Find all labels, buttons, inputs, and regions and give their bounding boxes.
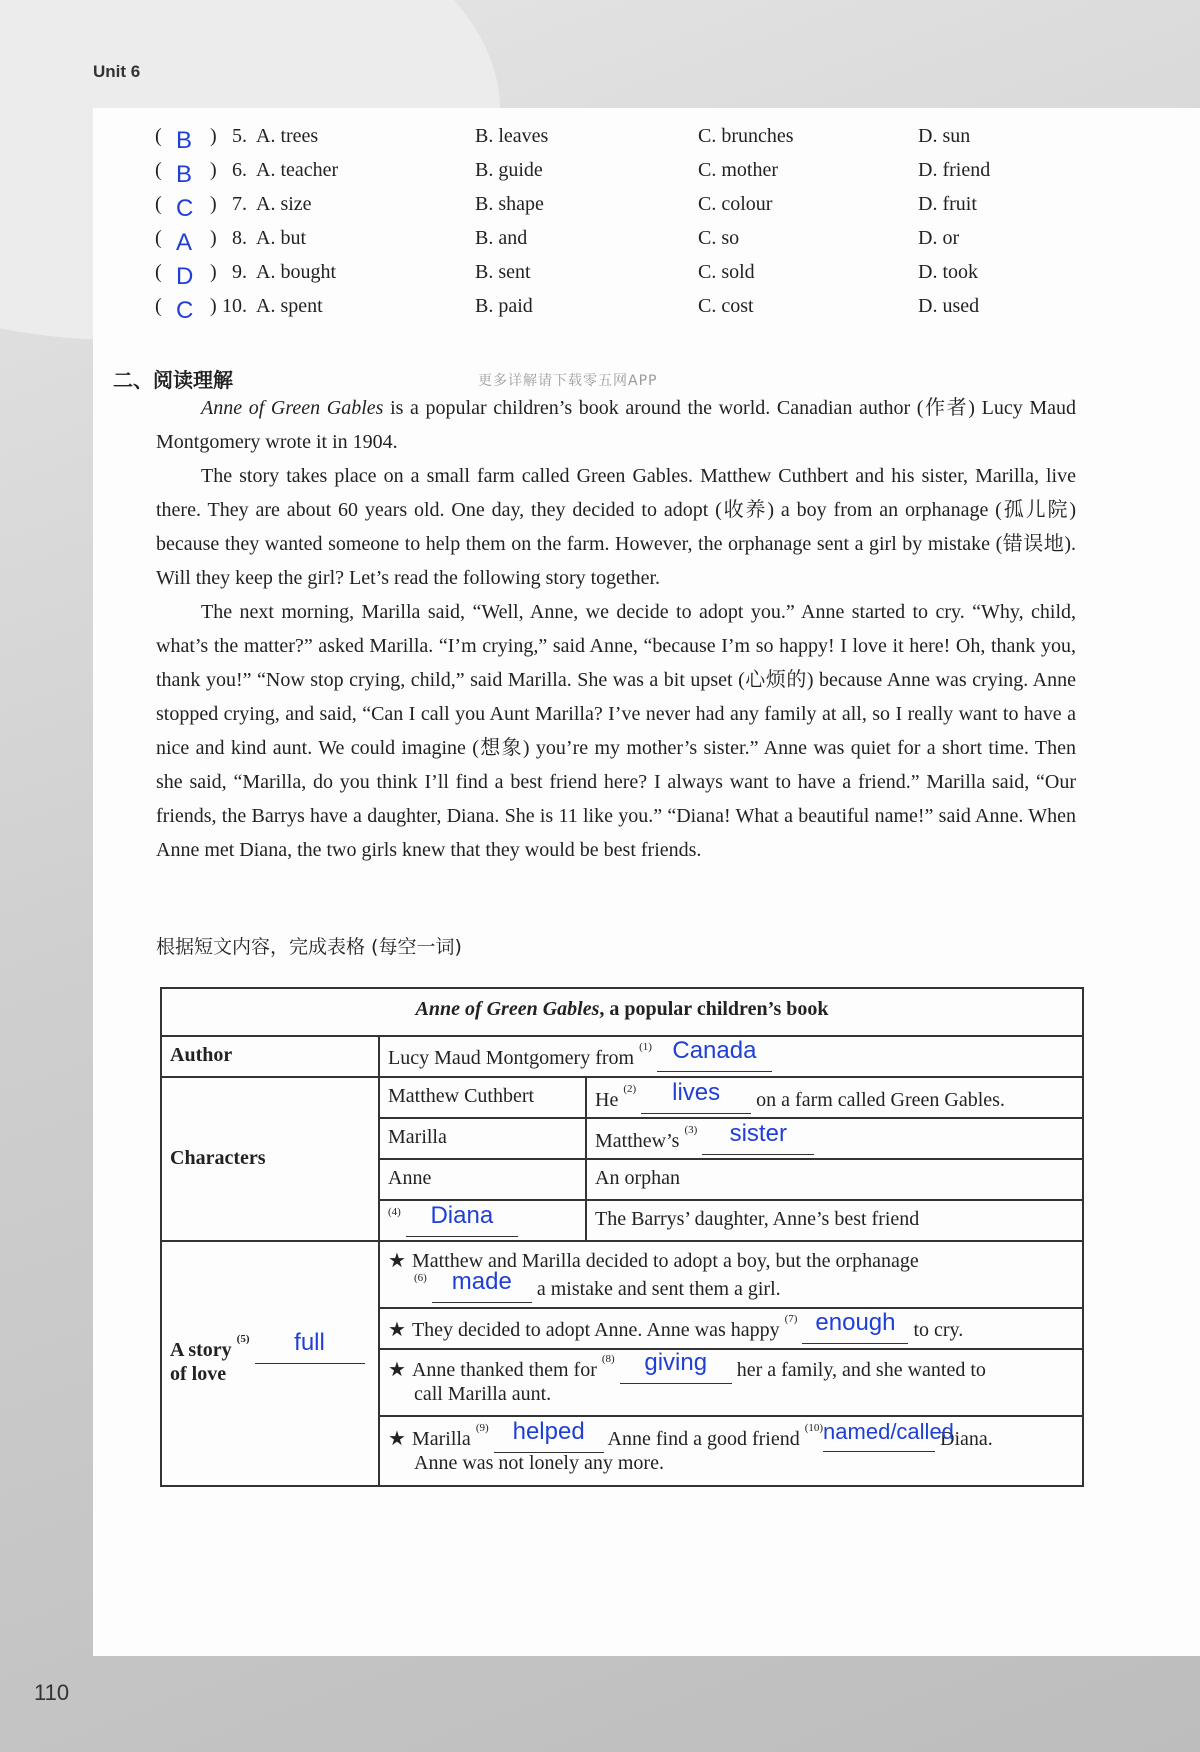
characters-label: Characters [170,1147,266,1169]
choice-row: ( C ) 10. A. spent B. paid C. cost D. used [155,295,980,324]
character-desc [595,1079,1005,1114]
answer-letter: D [176,263,194,290]
story-text: Matthew and Marilla decided to adopt a boy, but the orphanage [411,1250,919,1272]
option-b: B. shape [475,193,544,215]
answer-blank-7[interactable] [802,1309,908,1344]
author-cell [388,1037,772,1072]
story-label-text: A story [170,1339,232,1361]
question-number: 6. [232,159,247,181]
table-title-italic: Anne of Green Gables [415,998,600,1020]
star-icon: ★ [388,1428,406,1450]
character-name: Matthew Cuthbert [388,1085,535,1107]
blank-number: (9) [475,1422,489,1434]
answer-letter: C [176,195,194,222]
story-item-4 [388,1418,993,1453]
story-text: her a family, and she wanted to [736,1359,986,1381]
character-desc: An orphan [595,1167,680,1189]
option-a: A. teacher [256,159,339,181]
choice-row: ( B ) 5. A. trees B. leaves C. brunches D. sun [155,125,971,154]
story-item-1b [414,1268,781,1303]
option-c: C. sold [698,261,755,283]
option-d: D. friend [918,159,991,181]
answer-letter: A [176,229,193,256]
blank-number: (3) [684,1124,698,1136]
blank-number: (8) [601,1353,615,1365]
option-b: B. paid [475,295,533,317]
answer-9: helped [512,1418,585,1445]
story-item-2 [388,1309,964,1344]
blank-number: (7) [784,1313,798,1325]
story-text: Diana. [940,1428,993,1450]
option-b: B. guide [475,159,543,181]
instruction: 根据短文内容，完成表格 (每空一词) [156,936,462,958]
story-label-2: of love [170,1363,227,1385]
desc-text: He [595,1089,619,1111]
option-b: B. sent [475,261,531,283]
option-a: A. bought [256,261,336,283]
answer-5: full [294,1329,325,1356]
character-desc [595,1120,814,1155]
answer-3: sister [729,1120,787,1147]
blank-number: (10) [804,1422,824,1434]
paragraph-2: The story takes place on a small farm called Green Gables. Matthew Cuthbert and his sister, Marilla, live there. They are about 60 years old. One day, they decided to adopt (收养) a boy from an orphanage (孤儿院) because they wanted someone to help them on the farm. However, the orphanage sent a girl by mistake (错误地). Will they keep the girl? Let’s read the following story together. [156,465,1076,589]
author-label: Author [170,1044,233,1066]
character-name: Anne [388,1167,432,1189]
answer-blank-1[interactable] [657,1037,772,1072]
story-text: to cry. [913,1319,964,1341]
paragraph-text: is a popular children’s book around the world. Canadian author (作者) Lucy Maud Montgomery wrote it in 1904. [156,397,1076,453]
answer-1: Canada [672,1037,757,1064]
story-item-3 [388,1349,986,1384]
watermark: 更多详解请下载零五网APP [478,373,658,389]
character-name: Marilla [388,1126,447,1148]
option-b: B. leaves [475,125,549,147]
option-c: C. so [698,227,740,249]
question-number: 5. [232,125,247,147]
answer-blank-3[interactable] [702,1120,814,1155]
desc-text: on a farm called Green Gables. [756,1089,1005,1111]
blank-number: (1) [639,1041,652,1053]
answer-2: lives [672,1079,721,1106]
unit-label: Unit 6 [93,62,141,81]
answer-blank-5[interactable] [255,1329,365,1364]
answer-table [160,987,1084,1487]
character-desc: The Barrys’ daughter, Anne’s best friend [595,1208,920,1230]
star-icon: ★ [388,1319,406,1341]
answer-letter: B [176,127,193,154]
section-title: 二、阅读理解 [113,368,233,392]
answer-blank-9[interactable] [494,1418,604,1453]
author-text: Lucy Maud Montgomery from [388,1047,635,1069]
blank-number: (6) [414,1272,427,1284]
character-name-blank [388,1202,518,1237]
blank-number: (4) [388,1206,401,1218]
answer-6: made [451,1268,512,1295]
option-c: C. colour [698,193,773,215]
option-a: A. spent [256,295,323,317]
option-b: B. and [475,227,528,249]
answer-blank-8[interactable] [620,1349,732,1384]
story-label [170,1329,365,1364]
option-d: D. used [918,295,980,317]
answer-4: Diana [430,1202,494,1229]
option-d: D. took [918,261,978,283]
book-title: Anne of Green Gables [201,397,384,419]
blank-number: (2) [623,1083,637,1095]
answer-letter: C [176,297,194,324]
choice-row: ( A ) 8. A. but B. and C. so D. or [155,227,960,256]
question-number: 8. [232,227,247,249]
answer-10: named/called [823,1419,954,1444]
choice-row: ( D ) 9. A. bought B. sent C. sold D. took [155,261,978,290]
table-title [160,998,1084,1021]
story-text: They decided to adopt Anne. Anne was happy [411,1319,780,1341]
question-number: 9. [232,261,247,283]
story-item-4b: Anne was not lonely any more. [414,1452,664,1474]
star-icon: ★ [388,1250,406,1272]
option-a: A. size [256,193,312,215]
story-text: a mistake and sent them a girl. [536,1278,781,1300]
answer-letter: B [176,161,193,188]
star-icon: ★ [388,1359,406,1381]
answer-blank-4[interactable] [406,1202,518,1237]
story-text: Anne thanked them for [411,1359,597,1381]
answer-7: enough [815,1309,896,1336]
option-c: C. mother [698,159,778,181]
question-number: 7. [232,193,247,215]
option-c: C. cost [698,295,754,317]
answer-blank-2[interactable] [641,1079,751,1114]
page-number: 110 [34,1680,70,1705]
blank-number: (5) [236,1333,250,1345]
reading-passage [156,391,1076,867]
question-number: 10. [222,295,247,317]
option-c: C. brunches [698,125,794,147]
desc-text: Matthew’s [595,1130,680,1152]
story-item-3b: call Marilla aunt. [414,1383,552,1405]
answer-8: giving [644,1349,708,1376]
table-title-rest: , a popular children’s book [599,998,829,1020]
answer-blank-6[interactable] [432,1268,532,1303]
choice-row: ( B ) 6. A. teacher B. guide C. mother D. friend [155,159,991,188]
paragraph-3: The next morning, Marilla said, “Well, Anne, we decide to adopt you.” Anne started to cry. “Why, child, what’s the matter?” asked Marilla. “I’m crying,” said Anne, “because I’m so happy! I love it here! Oh, thank you, thank you!” “Now stop crying, child,” said Marilla. She was a bit upset (心烦的) because Anne was crying. Anne stopped crying, and said, “Can I call you Aunt Marilla? I’ve never had any family at all, so I really want to have a nice and kind aunt. We could imagine (想象) you’re my mother’s sister.” Anne was quiet for a short time. Then she said, “Marilla, do you think I’ll find a best friend here? I always want to have a friend.” Marilla said, “Our friends, the Barrys have a daughter, Diana. She is 11 like you.” “Diana! What a beautiful name!” said Anne. When Anne met Diana, the two girls knew that they would be best friends. [156,601,1076,861]
story-text: Anne find a good friend [607,1428,800,1450]
option-d: D. sun [918,125,971,147]
paragraph-1 [156,391,1076,459]
option-a: A. trees [256,125,319,147]
option-a: A. but [256,227,306,249]
story-text: Marilla [411,1428,471,1450]
choice-row: ( C ) 7. A. size B. shape C. colour D. fruit [155,193,977,222]
answer-blank-10[interactable] [823,1419,954,1452]
option-d: D. fruit [918,193,977,215]
option-d: D. or [918,227,960,249]
